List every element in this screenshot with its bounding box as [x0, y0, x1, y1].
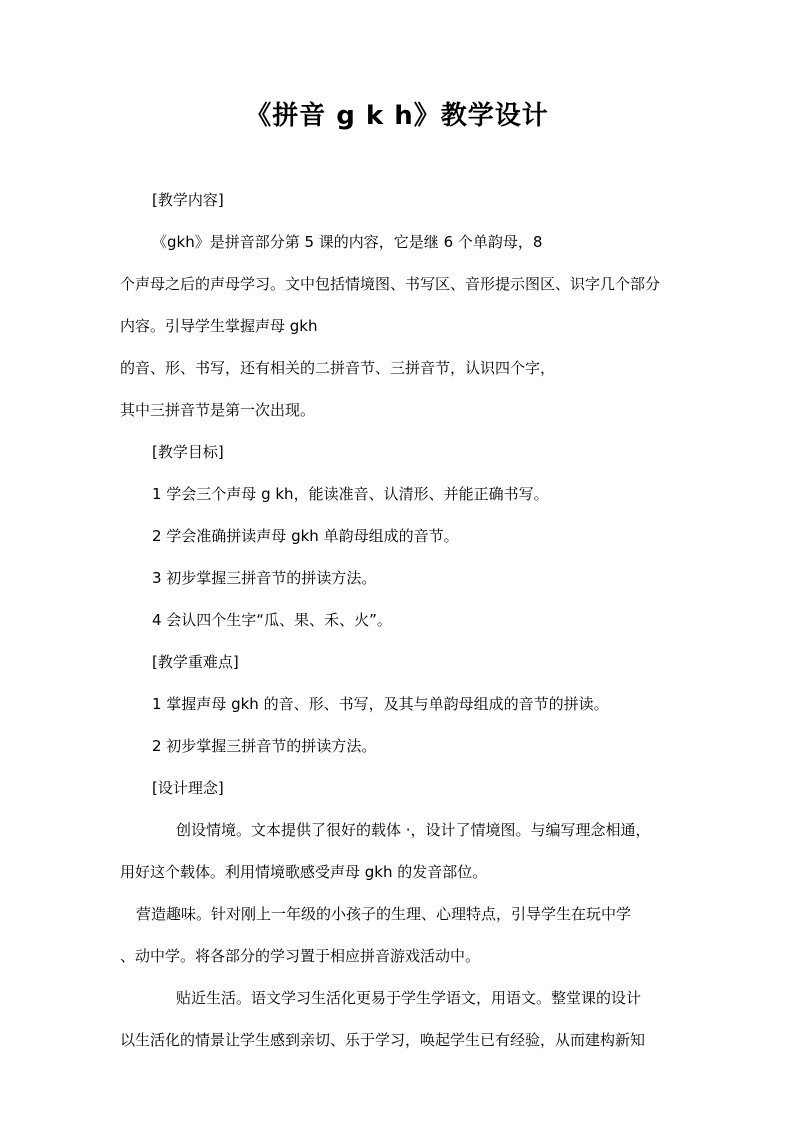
section-heading-goals: [教学目标] — [152, 443, 224, 461]
goal-item: 3 初步掌握三拼音节的拼读方法。 — [152, 569, 377, 587]
document-title: 《拼音 g k h》教学设计 — [245, 101, 549, 131]
paragraph-line: 内容。引导学生掌握声母 gkh — [120, 317, 318, 335]
paragraph-line: 个声母之后的声母学习。文中包括情境图、书写区、音形提示图区、识字几个部分 — [120, 275, 661, 293]
paragraph-line: 《gkh》是拼音部分第 5 课的内容，它是继 6 个单韵母，8 — [152, 233, 543, 251]
goal-item: 4 会认四个生字“瓜、果、禾、火”。 — [152, 611, 392, 629]
concept-line: 贴近生活。语文学习生活化更易于学生学语文，用语文。整堂课的设计 — [176, 989, 642, 1007]
section-heading-keypoints: [教学重难点] — [152, 653, 239, 671]
goal-item: 2 学会准确拼读声母 gkh 单韵母组成的音节。 — [152, 527, 459, 545]
concept-line: 以生活化的情景让学生感到亲切、乐于学习，唤起学生已有经验，从而建构新知 — [120, 1031, 646, 1049]
paragraph-line: 其中三拼音节是第一次出现。 — [120, 401, 316, 419]
concept-line: 创设情境。文本提供了很好的载体 ·，设计了情境图。与编写理念相通， — [176, 821, 651, 839]
concept-line: 营造趣味。针对刚上一年级的小孩子的生理、心理特点，引导学生在玩中学 — [136, 905, 632, 923]
paragraph-line: 的音、形、书写，还有相关的二拼音节、三拼音节，认识四个字， — [120, 359, 556, 377]
concept-line: 、动中学。将各部分的学习置于相应拼音游戏活动中。 — [120, 947, 481, 965]
section-heading-content: [教学内容] — [152, 191, 224, 209]
concept-line: 用好这个载体。利用情境歌感受声母 gkh 的发音部位。 — [120, 863, 488, 881]
goal-item: 1 学会三个声母 g kh，能读准音、认清形、并能正确书写。 — [152, 485, 549, 503]
keypoint-item: 2 初步掌握三拼音节的拼读方法。 — [152, 737, 377, 755]
section-heading-concept: [设计理念] — [152, 779, 224, 797]
keypoint-item: 1 掌握声母 gkh 的音、形、书写，及其与单韵母组成的音节的拼读。 — [152, 695, 609, 713]
